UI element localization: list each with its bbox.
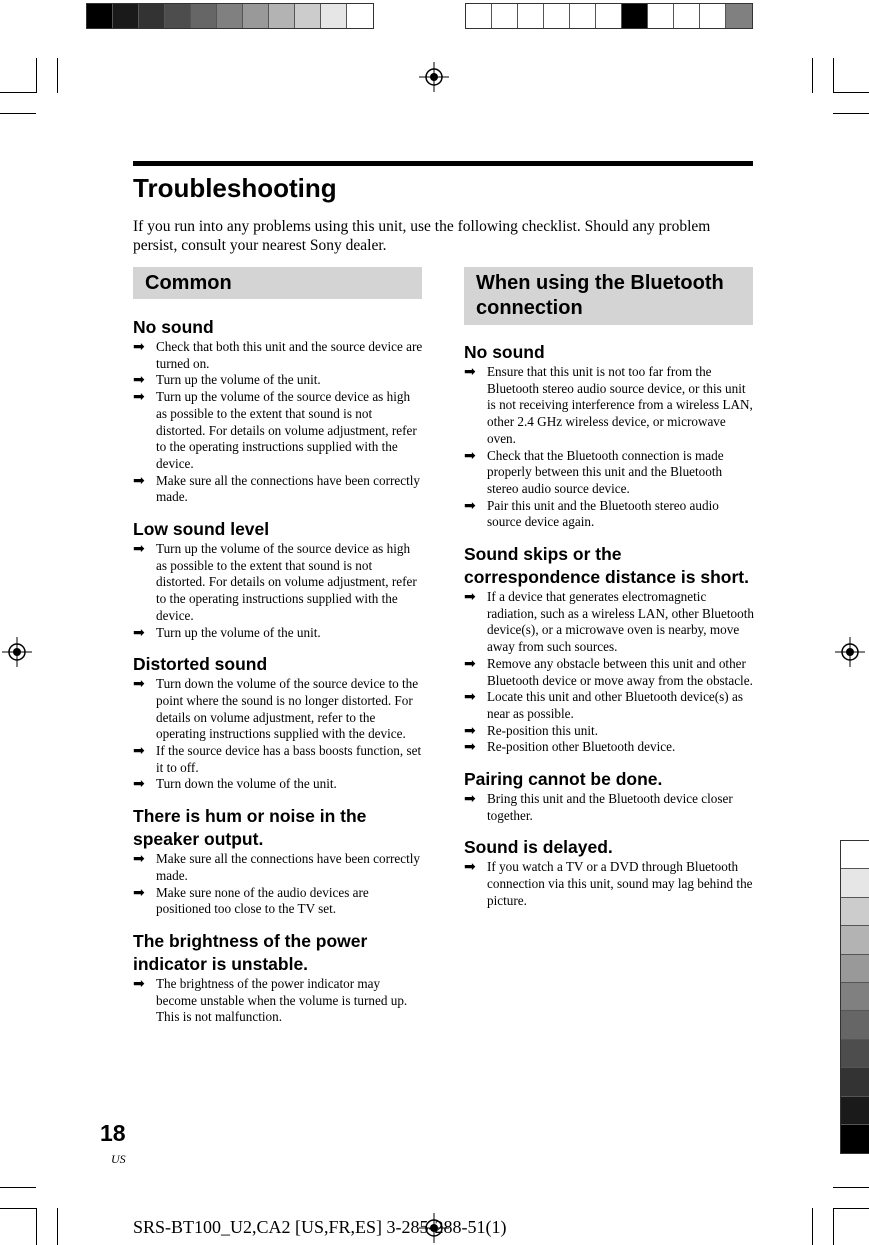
section-header-bluetooth: When using the Bluetooth connection bbox=[464, 267, 753, 325]
page-region-label: US bbox=[111, 1152, 126, 1166]
group-spacer bbox=[133, 641, 423, 653]
problem-heading: There is hum or noise in the speaker output. bbox=[133, 806, 367, 850]
remedy-text: If the source device has a bass boosts function, set it to off. bbox=[156, 743, 422, 775]
problem-heading: Distorted sound bbox=[133, 654, 268, 675]
arrow-right-icon: ➡ bbox=[464, 689, 476, 706]
remedy-item bbox=[464, 364, 754, 448]
remedy-item bbox=[464, 739, 754, 756]
remedy-text: Turn up the volume of the unit. bbox=[156, 624, 321, 640]
color-swatch bbox=[841, 926, 869, 954]
registration-mark-icon bbox=[2, 637, 32, 667]
color-swatch bbox=[492, 4, 518, 28]
color-swatch bbox=[841, 898, 869, 926]
color-swatch bbox=[622, 4, 648, 28]
arrow-right-icon: ➡ bbox=[133, 624, 145, 641]
remedy-text: Remove any obstacle between this unit and other Bluetooth device or move away from the obstacle. bbox=[487, 655, 753, 688]
arrow-right-icon: ➡ bbox=[133, 541, 145, 558]
color-swatch bbox=[165, 4, 191, 28]
remedy-item bbox=[464, 791, 754, 824]
arrow-right-icon: ➡ bbox=[133, 851, 145, 868]
color-swatch bbox=[191, 4, 217, 28]
color-swatch bbox=[518, 4, 544, 28]
remedy-text: Bring this unit and the Bluetooth device closer together. bbox=[487, 791, 733, 823]
remedy-text: Ensure that this unit is not too far from the Bluetooth stereo audio source device, or this unit is not receiving interference from a wireless LAN, other 2.4 GHz wireless device, or microwave oven. bbox=[487, 364, 753, 446]
color-swatch bbox=[841, 1125, 869, 1153]
arrow-right-icon: ➡ bbox=[133, 372, 145, 389]
remedy-item bbox=[133, 776, 423, 793]
color-calibration-bar-right bbox=[465, 3, 753, 29]
page-number: 18 bbox=[100, 1120, 126, 1146]
arrow-right-icon: ➡ bbox=[133, 776, 145, 793]
color-swatch bbox=[674, 4, 700, 28]
group-spacer bbox=[133, 506, 423, 518]
remedy-text: Check that both this unit and the source device are turned on. bbox=[156, 339, 423, 371]
arrow-right-icon: ➡ bbox=[133, 975, 145, 992]
registration-mark-icon bbox=[419, 62, 449, 92]
problem-heading: The brightness of the power indicator is unstable. bbox=[133, 930, 368, 974]
problem-heading: Low sound level bbox=[133, 519, 270, 540]
color-swatch bbox=[648, 4, 674, 28]
color-swatch bbox=[841, 1097, 869, 1125]
remedy-text: Turn up the volume of the unit. bbox=[156, 372, 321, 388]
page-title: Troubleshooting bbox=[133, 173, 337, 203]
arrow-right-icon: ➡ bbox=[133, 472, 145, 489]
right-column bbox=[464, 341, 754, 910]
remedy-text: Turn down the volume of the unit. bbox=[156, 776, 337, 792]
remedy-item bbox=[133, 389, 423, 473]
group-spacer bbox=[464, 531, 754, 543]
color-swatch bbox=[841, 955, 869, 983]
remedy-text: If you watch a TV or a DVD through Bluetooth connection via this unit, sound may lag behind the picture. bbox=[487, 859, 753, 908]
title-rule bbox=[133, 161, 753, 166]
arrow-right-icon: ➡ bbox=[133, 389, 145, 406]
remedy-item bbox=[133, 885, 423, 918]
arrow-right-icon: ➡ bbox=[464, 722, 476, 739]
arrow-right-icon: ➡ bbox=[464, 655, 476, 672]
remedy-item bbox=[133, 372, 423, 389]
remedy-text: Re-position other Bluetooth device. bbox=[487, 739, 676, 755]
remedy-text: Turn up the volume of the source device as high as possible to the extent that sound is not distorted. For details on volume adjustment, refer to the operating instructions supplied with the device. bbox=[156, 541, 417, 623]
color-swatch bbox=[87, 4, 113, 28]
arrow-right-icon: ➡ bbox=[133, 743, 145, 760]
left-column bbox=[133, 316, 423, 1026]
remedy-text: If a device that generates electromagnetic radiation, such as a wireless LAN, other Bluetooth device(s), or a microwave oven is nearby, move away from such sources. bbox=[487, 589, 754, 655]
arrow-right-icon: ➡ bbox=[464, 497, 476, 514]
remedy-item bbox=[464, 589, 754, 656]
color-swatch bbox=[841, 1068, 869, 1096]
color-swatch bbox=[841, 1011, 869, 1039]
color-swatch bbox=[347, 4, 373, 28]
footer-doc-id: SRS-BT100_U2,CA2 [US,FR,ES] 3-285-288-51(1) bbox=[133, 1217, 507, 1237]
color-swatch bbox=[269, 4, 295, 28]
arrow-right-icon: ➡ bbox=[133, 884, 145, 901]
remedy-item bbox=[133, 541, 423, 625]
problem-heading: No sound bbox=[464, 342, 545, 362]
remedy-item bbox=[464, 656, 754, 689]
group-spacer bbox=[133, 793, 423, 805]
arrow-right-icon: ➡ bbox=[464, 791, 476, 808]
remedy-item bbox=[133, 743, 423, 776]
remedy-item bbox=[464, 498, 754, 531]
remedy-text: Check that the Bluetooth connection is made properly between this unit and the Bluetooth stereo audio source device. bbox=[487, 447, 724, 496]
color-swatch bbox=[243, 4, 269, 28]
color-swatch bbox=[295, 4, 321, 28]
color-swatch bbox=[726, 4, 752, 28]
remedy-text: Make sure none of the audio devices are positioned too close to the TV set. bbox=[156, 884, 369, 917]
problem-heading: Sound skips or the correspondence distance is short. bbox=[464, 544, 749, 588]
remedy-item bbox=[464, 859, 754, 909]
registration-mark-icon bbox=[835, 637, 865, 667]
remedy-item bbox=[464, 723, 754, 740]
group-spacer bbox=[133, 918, 423, 930]
remedy-item bbox=[133, 851, 423, 884]
color-swatch bbox=[113, 4, 139, 28]
remedy-text: The brightness of the power indicator may become unstable when the volume is turned up. This is not malfunction. bbox=[156, 975, 408, 1025]
color-swatch bbox=[841, 1040, 869, 1068]
section-header-common: Common bbox=[133, 267, 422, 299]
color-swatch bbox=[700, 4, 726, 28]
remedy-item bbox=[133, 473, 423, 506]
remedy-text: Turn down the volume of the source device to the point where the sound is no longer distorted. For details on volume adjustment, refer to the operating instructions supplied with the device. bbox=[156, 676, 419, 742]
arrow-right-icon: ➡ bbox=[133, 339, 145, 355]
remedy-text: Turn up the volume of the source device as high as possible to the extent that sound is not distorted. For details on volume adjustment, refer to the operating instructions supplied with the device. bbox=[156, 389, 417, 471]
remedy-item bbox=[133, 625, 423, 642]
arrow-right-icon: ➡ bbox=[464, 739, 476, 756]
color-calibration-bar-left bbox=[86, 3, 374, 29]
color-swatch bbox=[321, 4, 347, 28]
remedy-item bbox=[464, 689, 754, 722]
remedy-item bbox=[133, 676, 423, 743]
problem-heading: No sound bbox=[133, 317, 214, 337]
color-swatch bbox=[841, 983, 869, 1011]
color-calibration-bar-side bbox=[840, 840, 869, 1154]
color-swatch bbox=[596, 4, 622, 28]
arrow-right-icon: ➡ bbox=[464, 364, 476, 380]
color-swatch bbox=[841, 869, 869, 897]
remedy-text: Re-position this unit. bbox=[487, 722, 598, 738]
problem-heading: Pairing cannot be done. bbox=[464, 769, 663, 790]
arrow-right-icon: ➡ bbox=[133, 676, 145, 693]
remedy-item bbox=[133, 339, 423, 372]
remedy-item bbox=[464, 448, 754, 498]
remedy-item bbox=[133, 976, 423, 1026]
arrow-right-icon: ➡ bbox=[464, 589, 476, 606]
color-swatch bbox=[841, 841, 869, 869]
group-spacer bbox=[464, 824, 754, 836]
problem-heading: Sound is delayed. bbox=[464, 837, 613, 858]
arrow-right-icon: ➡ bbox=[464, 859, 476, 876]
color-swatch bbox=[217, 4, 243, 28]
color-swatch bbox=[139, 4, 165, 28]
color-swatch bbox=[570, 4, 596, 28]
remedy-text: Pair this unit and the Bluetooth stereo audio source device again. bbox=[487, 497, 719, 530]
color-swatch bbox=[544, 4, 570, 28]
color-swatch bbox=[466, 4, 492, 28]
remedy-text: Make sure all the connections have been correctly made. bbox=[156, 851, 421, 883]
remedy-text: Locate this unit and other Bluetooth device(s) as near as possible. bbox=[487, 689, 743, 721]
arrow-right-icon: ➡ bbox=[464, 447, 476, 464]
remedy-text: Make sure all the connections have been correctly made. bbox=[156, 472, 421, 505]
intro-text: If you run into any problems using this unit, use the following checklist. Should any problem persist, consult your nearest Sony dealer. bbox=[133, 218, 711, 254]
group-spacer bbox=[464, 756, 754, 768]
